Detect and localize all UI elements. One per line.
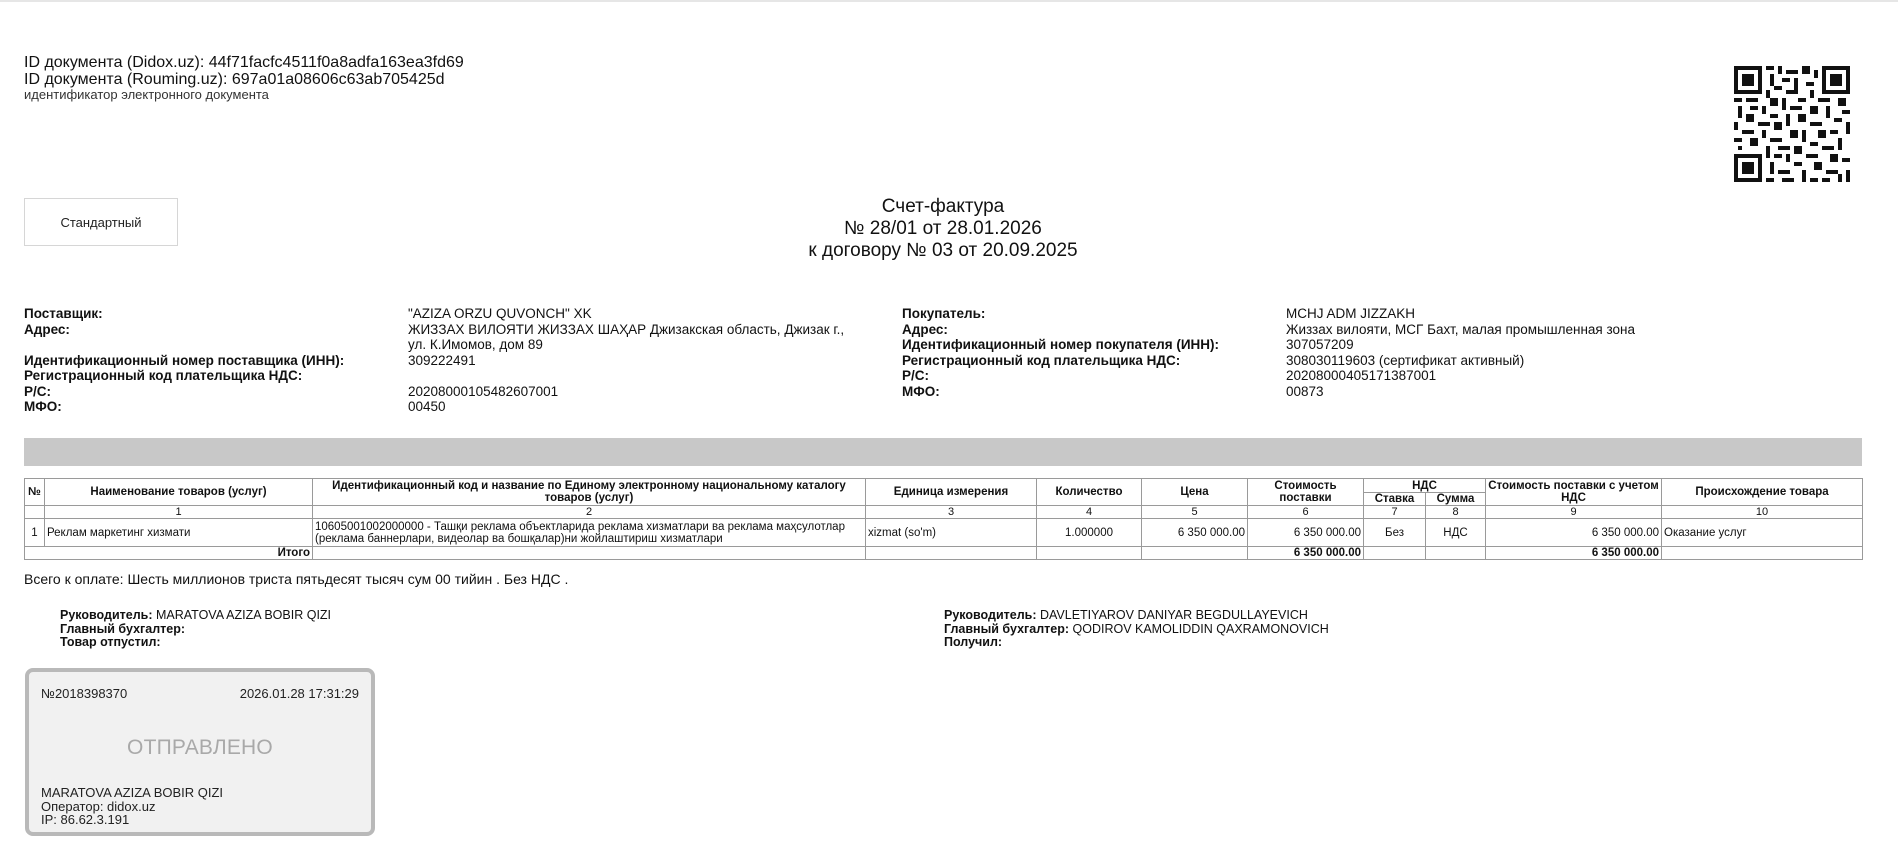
supplier-inn-label: Идентификационный номер поставщика (ИНН): [24,352,345,368]
col-header-num: № [25,479,45,506]
buyer-rs: 20208000405171387001 [1286,368,1437,383]
supplier-accountant-label: Главный бухгалтер: [60,621,186,636]
buyer-head: DAVLETIYAROV DANIYAR BEGDULLAYEVICH [1039,608,1308,622]
col-header-catalog: Идентификационный код и название по Единому электронному национальному каталогу товаров (услуг) [313,479,866,506]
total-empty [1662,547,1863,560]
supplier-head-row [60,609,331,623]
total-cost: 6 350 000.00 [1248,547,1364,560]
buyer-inn-label: Идентификационный номер покупателя (ИНН): [902,337,1220,352]
column-number: 7 [1364,506,1426,519]
col-header-vat: НДС [1364,479,1486,493]
buyer-inn-row [902,337,1862,353]
column-number-spacer [25,506,45,519]
total-label: Итого [25,547,313,560]
col-header-qty: Количество [1037,479,1142,506]
buyer-inn: 307057209 [1286,337,1354,352]
supplier-address-row [24,322,884,338]
buyer-mfo-row [902,384,1862,400]
stamp-operator: Оператор: didox.uz [41,798,156,814]
table-header-row [25,479,1863,493]
cell-vat-rate: Без [1364,519,1426,547]
buyer-signatures [944,609,1329,650]
total-in-words: Всего к оплате: Шесть миллионов триста пятьдесят тысяч сум 00 тийин . Без НДС . [24,571,569,587]
didox-id-line [24,54,464,71]
supplier-address-row-2 [24,337,884,353]
rouming-id-value: 697a01a08606c63ab705425d [231,71,445,88]
column-number: 9 [1486,506,1662,519]
stamp-signer: MARATOVA AZIZA BOBIR QIZI [41,785,224,800]
table-row [25,519,1863,547]
total-cost-vat: 6 350 000.00 [1486,547,1662,560]
total-empty [1037,547,1142,560]
supplier-name-label: Поставщик: [24,306,103,321]
buyer-address: Жиззах вилояти, МСГ Бахт, малая промышленная зона [1286,321,1635,337]
supplier-mfo-label: МФО: [24,399,62,414]
supplier-rs-label: Р/С: [24,383,51,399]
column-number: 1 [45,506,313,519]
buyer-received-row [944,636,1329,650]
column-number: 10 [1662,506,1863,519]
column-number: 6 [1248,506,1364,519]
document-title [700,196,1186,262]
id-caption: идентификатор электронного документа [24,87,269,102]
cell-catalog: 10605001002000000 - Ташқи реклама объектларида реклама хизматлари ва реклама маҳсулотлар (реклама баннерлари, видеолар ва бошқалар)ни жойлаштириш хизматлари [313,519,866,547]
supplier-released-row [60,636,331,650]
column-number: 4 [1037,506,1142,519]
supplier-block [24,306,884,415]
supplier-head-label: Руководитель: [60,608,153,622]
buyer-block [902,306,1862,399]
buyer-vat-row [902,353,1862,369]
supplier-mfo: 00450 [408,399,446,414]
buyer-rs-label: Р/С: [902,368,929,383]
supplier-inn-row [24,353,884,369]
buyer-vat-label: Регистрационный код плательщика НДС: [902,352,1181,368]
buyer-accountant-row [944,623,1329,637]
title-line-3: к договору № 03 от 20.09.2025 [808,240,1078,261]
supplier-rs-row [24,384,884,400]
cell-name: Реклам маркетинг хизмати [45,519,313,547]
document-type-box: Стандартный [24,198,178,246]
cell-qty: 1.000000 [1037,519,1142,547]
cell-unit: xizmat (so'm) [866,519,1037,547]
buyer-address-label: Адрес: [902,321,948,337]
supplier-accountant-row [60,623,331,637]
cell-vat-sum: НДС [1426,519,1486,547]
title-line-1: Счет-фактура [881,196,1005,217]
column-numbers-row [25,506,1863,519]
supplier-vat-label: Регистрационный код плательщика НДС: [24,368,303,383]
supplier-mfo-row [24,399,884,415]
col-header-price: Цена [1142,479,1248,506]
top-divider [0,0,1898,2]
document-ids [24,54,464,102]
qr-code-icon [1734,66,1850,182]
supplier-address-label: Адрес: [24,321,70,337]
rouming-id-label: ID документа (Rouming.uz): [24,71,228,88]
col-header-cost: Стоимость поставки [1248,479,1364,506]
column-number: 2 [313,506,866,519]
buyer-accountant-label: Главный бухгалтер: [944,621,1070,636]
table-total-row [25,547,1863,560]
title-line-2: № 28/01 от 28.01.2026 [844,218,1042,239]
cell-origin: Оказание услуг [1662,519,1863,547]
supplier-vat [408,368,884,384]
rouming-id-line [24,71,464,88]
total-empty [866,547,1037,560]
total-empty [313,547,866,560]
supplier-signatures [60,609,331,650]
cell-price: 6 350 000.00 [1142,519,1248,547]
buyer-vat: 308030119603 (сертификат активный) [1286,352,1525,368]
section-divider-bar [24,438,1862,466]
col-header-unit: Единица измерения [866,479,1037,506]
col-header-origin: Происхождение товара [1662,479,1863,506]
buyer-received-label: Получил: [944,635,1003,649]
total-empty [1364,547,1426,560]
buyer-address-row [902,322,1862,338]
col-header-vat-rate: Ставка [1364,493,1426,506]
buyer-head-label: Руководитель: [944,608,1037,622]
supplier-inn: 309222491 [408,352,476,368]
column-number: 8 [1426,506,1486,519]
supplier-released-label: Товар отпустил: [60,635,161,649]
supplier-vat-row [24,368,884,384]
buyer-mfo: 00873 [1286,383,1324,399]
didox-id-label: ID документа (Didox.uz): [24,54,205,71]
supplier-head: MARATOVA AZIZA BOBIR QIZI [155,608,332,622]
buyer-mfo-label: МФО: [902,383,940,399]
buyer-name-label: Покупатель: [902,306,986,321]
buyer-rs-row [902,368,1862,384]
buyer-name: MCHJ ADM JIZZAKH [1286,306,1416,321]
goods-table [24,478,1863,560]
buyer-accountant: QODIROV KAMOLIDDIN QAXRAMONOVICH [1072,621,1329,636]
column-number: 5 [1142,506,1248,519]
col-header-vat-sum: Сумма [1426,493,1486,506]
stamp-number: №2018398370 [41,686,128,701]
supplier-name: "AZIZA ORZU QUVONCH" XK [408,306,592,321]
stamp-datetime: 2026.01.28 17:31:29 [239,686,359,701]
didox-id-value: 44f71facfc4511f0a8adfa163ea3fd69 [208,54,464,71]
cell-cost: 6 350 000.00 [1248,519,1364,547]
column-number: 3 [866,506,1037,519]
total-empty [1142,547,1248,560]
buyer-head-row [944,609,1329,623]
cell-num: 1 [25,519,45,547]
total-empty [1426,547,1486,560]
col-header-name: Наименование товаров (услуг) [45,479,313,506]
stamp-status: ОТПРАВЛЕНО [127,736,273,759]
sent-stamp [25,668,375,836]
col-header-cost-vat: Стоимость поставки с учетом НДС [1486,479,1662,506]
cell-cost-vat: 6 350 000.00 [1486,519,1662,547]
stamp-signer-info [41,786,223,827]
supplier-address-line1: ЖИЗЗАХ ВИЛОЯТИ ЖИЗЗАХ ШАҲАР Джизакская область, Джизак г., [408,321,845,337]
stamp-ip: IP: 86.62.3.191 [41,812,130,827]
supplier-name-row [24,306,884,322]
buyer-name-row [902,306,1862,322]
supplier-address-line2: ул. К.Имомов, дом 89 [408,337,543,352]
supplier-rs: 20208000105482607001 [408,383,559,399]
supplier-address-spacer [24,337,408,353]
